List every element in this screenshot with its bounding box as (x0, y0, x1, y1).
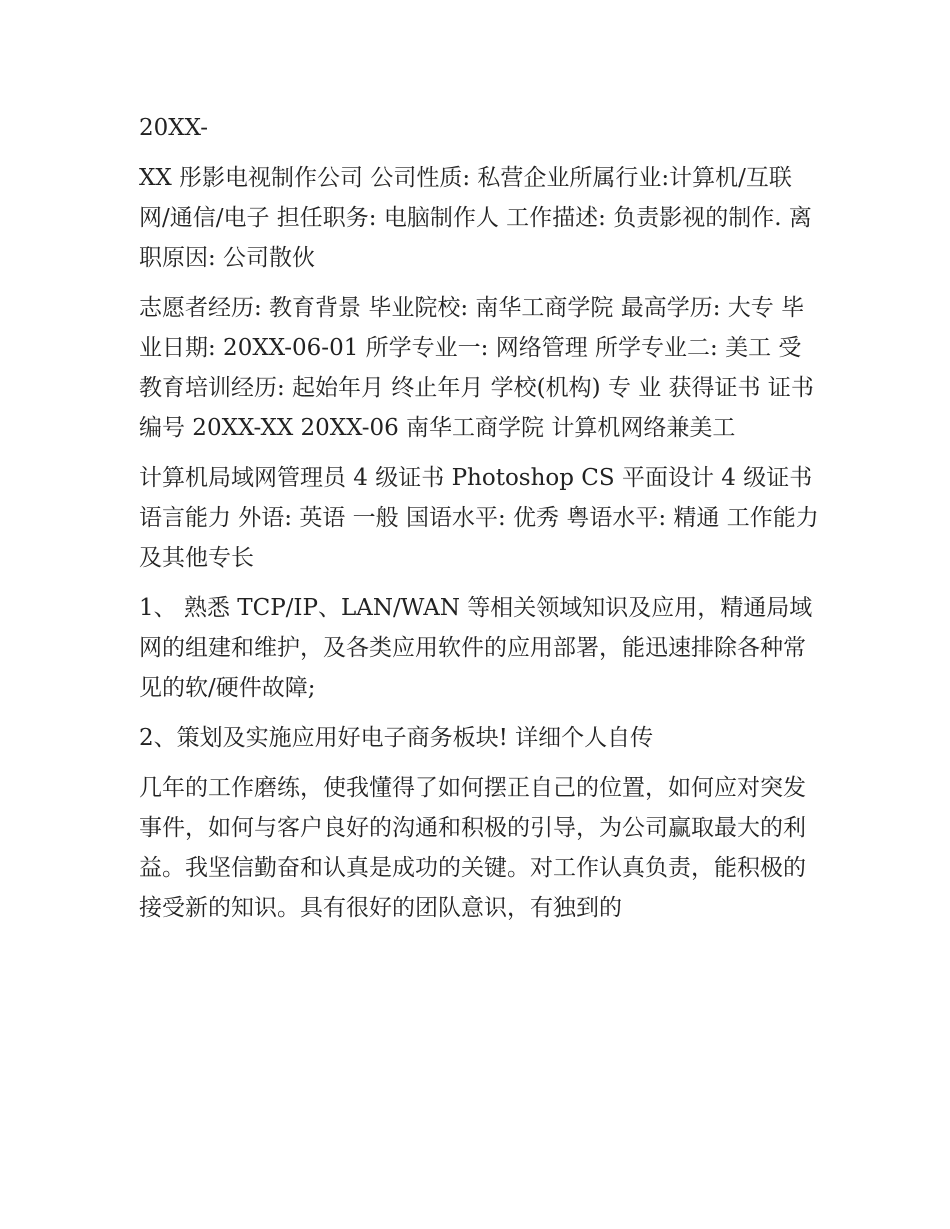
paragraph-skill-2: 2、策划及实施应用好电子商务板块! 详细个人自传 (139, 725, 654, 751)
document-body (139, 108, 819, 938)
paragraph-work-experience: XX 彤影电视制作公司 公司性质: 私营企业所属行业:计算机/互联网/通信/电子 担任职务: 电脑制作人 工作描述: 负责影视的制作. 离职原因: 公司散伙 (139, 165, 812, 271)
paragraph-date: 20XX- (139, 115, 208, 141)
paragraph-certificates-languages: 计算机局域网管理员 4 级证书 Photoshop CS 平面设计 4 级证书 语言能力 外语: 英语 一般 国语水平: 优秀 粤语水平: 精通 工作能力及其他专长 (139, 465, 819, 571)
paragraph-skill-1: 1、 熟悉 TCP/IP、LAN/WAN 等相关领域知识及应用，精通局域网的组建和维护，及各类应用软件的应用部署，能迅速排除各种常见的软/硬件故障; (139, 595, 813, 701)
paragraph-education: 志愿者经历: 教育背景 毕业院校: 南华工商学院 最高学历: 大专 毕业日期: 20XX-06-01 所学专业一: 网络管理 所学专业二: 美工 受教育培训经历: 起始年月 终止年月 学校(机构) 专 业 获得证书 证书编号 20XX-XX 20XX-06 南华工商学院 计算机网络兼美工 (139, 295, 814, 441)
paragraph-self-description: 几年的工作磨练，使我懂得了如何摆正自己的位置，如何应对突发事件，如何与客户良好的沟通和积极的引导，为公司赢取最大的利益。我坚信勤奋和认真是成功的关键。对工作认真负责，能积极的接受新的知识。具有很好的团队意识，有独到的 (139, 775, 806, 921)
